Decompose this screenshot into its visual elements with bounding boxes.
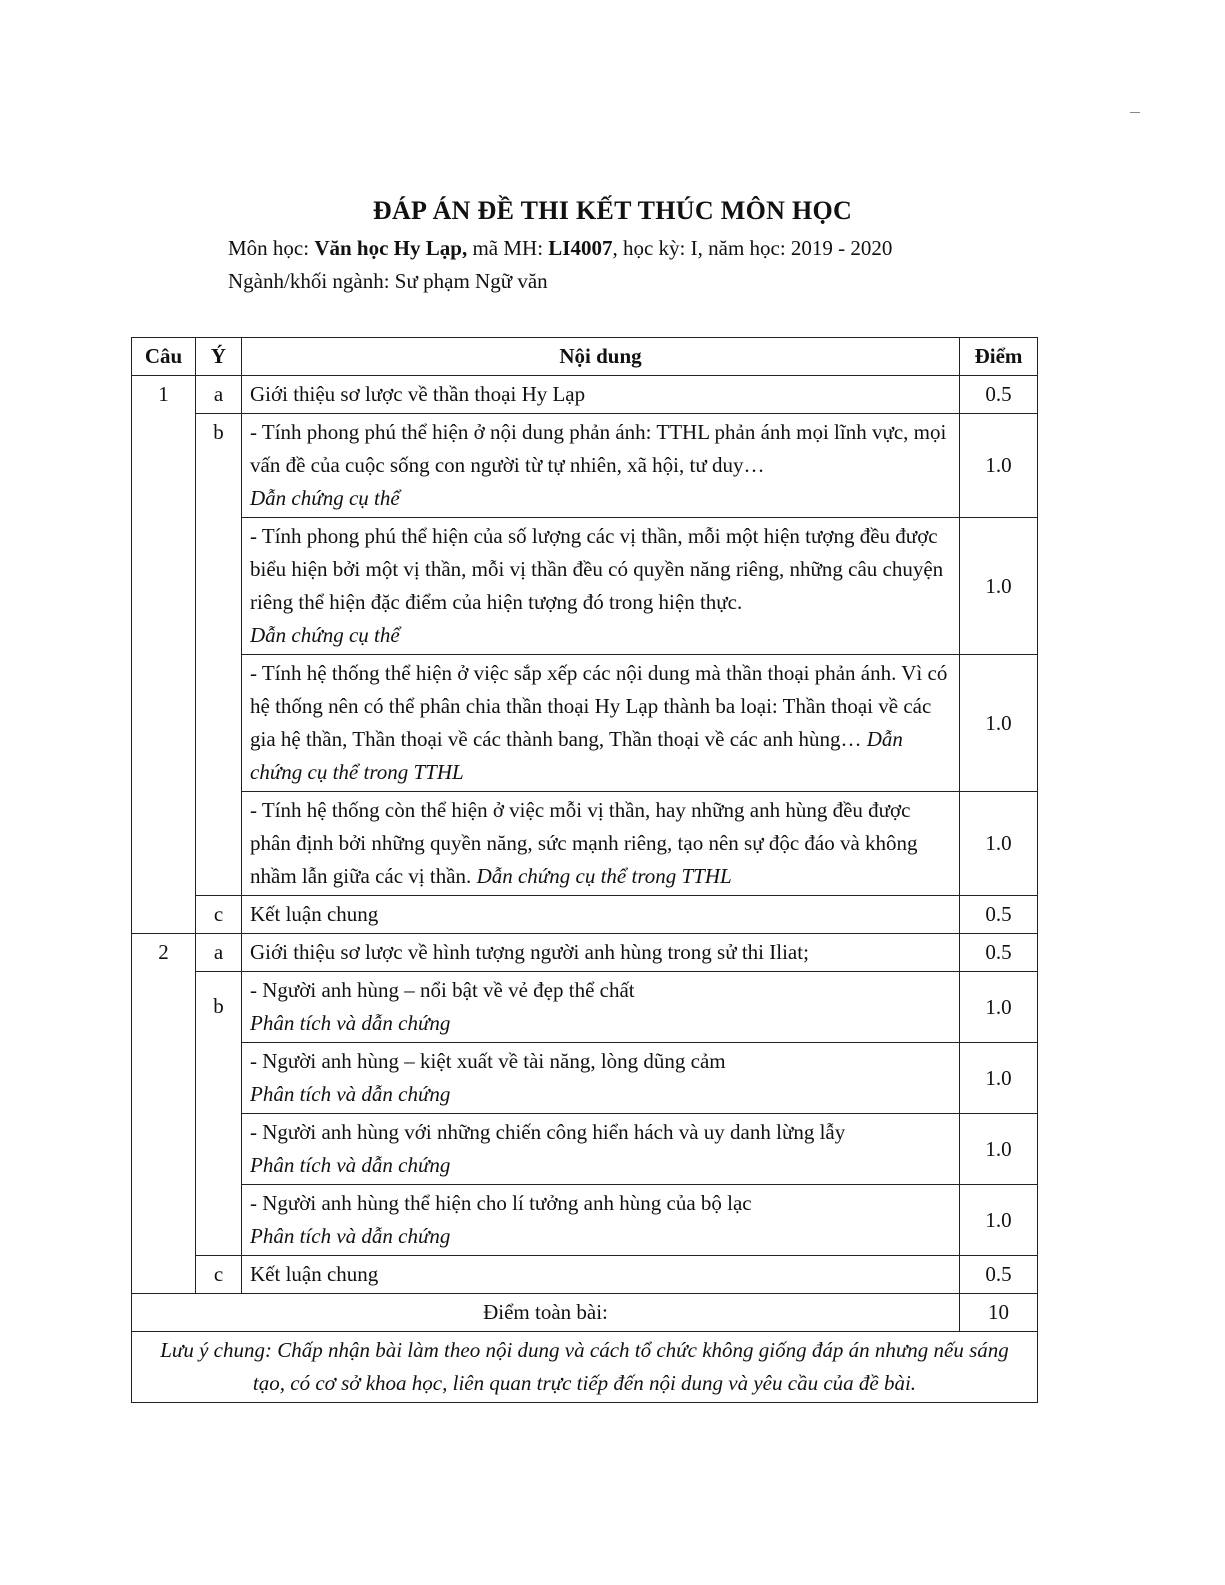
- content-evidence: Phân tích và dẫn chứng: [250, 1011, 451, 1035]
- sub-item-label: b: [196, 972, 242, 1256]
- content-text: - Tính hệ thống còn thể hiện ở việc mỗi vị thần, hay những anh hùng đều được phân định bởi những quyền năng, sức mạnh riêng, tạo nên sự độc đáo và không nhầm lẫn giữa các vị thần.: [250, 798, 918, 888]
- score-cell: 1.0: [960, 518, 1038, 655]
- content-text: - Tính phong phú thể hiện của số lượng các vị thần, mỗi một hiện tượng đều được biểu hiện bởi một vị thần, mỗi vị thần đều có quyền năng riêng, những câu chuyện riêng thể hiện đặc điểm của hiện tượng đó trong hiện thực.: [250, 524, 944, 614]
- content-evidence: Dẫn chứng cụ thể: [250, 623, 400, 647]
- sub-item-label: a: [196, 934, 242, 972]
- table-row: [132, 518, 1038, 655]
- major-info: Ngành/khối ngành: Sư phạm Ngữ văn: [228, 269, 548, 293]
- content-text: - Người anh hùng – kiệt xuất về tài năng, lòng dũng cảm: [250, 1049, 726, 1073]
- table-row: [132, 896, 1038, 934]
- content-cell: Kết luận chung: [242, 1256, 960, 1294]
- table-row: [132, 1256, 1038, 1294]
- table-row: [132, 792, 1038, 896]
- question-number: 1: [132, 376, 196, 934]
- course-code: LI4007: [548, 236, 613, 260]
- course-info: [228, 236, 892, 261]
- total-score: 10: [960, 1294, 1038, 1332]
- content-cell: Kết luận chung: [242, 896, 960, 934]
- table-row: [132, 972, 1038, 1043]
- content-cell: [242, 972, 960, 1043]
- scan-mark: [1130, 112, 1140, 113]
- content-cell: [242, 518, 960, 655]
- score-cell: 1.0: [960, 1043, 1038, 1114]
- score-cell: 1.0: [960, 972, 1038, 1043]
- content-text: - Tính phong phú thể hiện ở nội dung phản ánh: TTHL phản ánh mọi lĩnh vực, mọi vấn đề của cuộc sống con người từ tự nhiên, xã hội, tư duy…: [250, 420, 947, 477]
- semester-info: , học kỳ: I, năm học: 2019 - 2020: [612, 236, 893, 260]
- table-row: [132, 1114, 1038, 1185]
- score-cell: 1.0: [960, 1185, 1038, 1256]
- content-evidence: Phân tích và dẫn chứng: [250, 1082, 451, 1106]
- table-row: [132, 376, 1038, 414]
- table-row: [132, 655, 1038, 792]
- content-cell: [242, 655, 960, 792]
- total-row: [132, 1294, 1038, 1332]
- content-cell: [242, 792, 960, 896]
- sub-item-label: b: [196, 414, 242, 896]
- score-cell: 0.5: [960, 934, 1038, 972]
- content-cell: Giới thiệu sơ lược về hình tượng người anh hùng trong sử thi Iliat;: [242, 934, 960, 972]
- page-title: ĐÁP ÁN ĐỀ THI KẾT THÚC MÔN HỌC: [372, 196, 853, 225]
- sub-item-label: c: [196, 896, 242, 934]
- header-cau: Câu: [132, 338, 196, 376]
- score-cell: 1.0: [960, 792, 1038, 896]
- table-header-row: [132, 338, 1038, 376]
- content-cell: [242, 1114, 960, 1185]
- note-row: [132, 1332, 1038, 1403]
- question-number: 2: [132, 934, 196, 1294]
- score-cell: 0.5: [960, 896, 1038, 934]
- header-diem: Điểm: [960, 338, 1038, 376]
- content-evidence: Dẫn chứng cụ thể: [250, 486, 400, 510]
- score-cell: 1.0: [960, 414, 1038, 518]
- sub-item-label: a: [196, 376, 242, 414]
- score-cell: 1.0: [960, 655, 1038, 792]
- content-cell: Giới thiệu sơ lược về thần thoại Hy Lạp: [242, 376, 960, 414]
- score-cell: 1.0: [960, 1114, 1038, 1185]
- header-y: Ý: [196, 338, 242, 376]
- table-row: [132, 1043, 1038, 1114]
- content-text: - Người anh hùng với những chiến công hiển hách và uy danh lừng lẫy: [250, 1120, 846, 1144]
- course-name: Văn học Hy Lạp,: [314, 236, 468, 260]
- content-text: - Người anh hùng – nổi bật về vẻ đẹp thể chất: [250, 978, 635, 1002]
- score-cell: 0.5: [960, 376, 1038, 414]
- general-note: Lưu ý chung: Chấp nhận bài làm theo nội dung và cách tổ chức không giống đáp án nhưng nếu sáng tạo, có cơ sở khoa học, liên quan trực tiếp đến nội dung và yêu cầu của đề bài.: [132, 1332, 1038, 1403]
- content-cell: [242, 1043, 960, 1114]
- table-row: [132, 1185, 1038, 1256]
- content-cell: [242, 414, 960, 518]
- total-label: Điểm toàn bài:: [132, 1294, 960, 1332]
- answer-table: [131, 337, 1038, 1403]
- content-evidence: Dẫn chứng cụ thể trong TTHL: [476, 864, 732, 888]
- content-text: - Tính hệ thống thể hiện ở việc sắp xếp các nội dung mà thần thoại phản ánh. Vì có hệ thống nên có thể phân chia thần thoại Hy Lạp thành ba loại: Thần thoại về các gia hệ thần, Thần thoại về các thành bang, Thần thoại về các anh hùng…: [250, 661, 948, 751]
- content-evidence: Dẫn chứng cụ thể trong TTHL: [250, 727, 903, 784]
- table-row: [132, 414, 1038, 518]
- content-evidence: Phân tích và dẫn chứng: [250, 1224, 451, 1248]
- content-cell: [242, 1185, 960, 1256]
- course-code-label: mã MH:: [467, 236, 549, 260]
- header-noi-dung: Nội dung: [242, 338, 960, 376]
- content-evidence: Phân tích và dẫn chứng: [250, 1153, 451, 1177]
- table-row: [132, 934, 1038, 972]
- course-label: Môn học:: [228, 236, 315, 260]
- sub-item-label: c: [196, 1256, 242, 1294]
- score-cell: 0.5: [960, 1256, 1038, 1294]
- content-text: - Người anh hùng thể hiện cho lí tưởng anh hùng của bộ lạc: [250, 1191, 752, 1215]
